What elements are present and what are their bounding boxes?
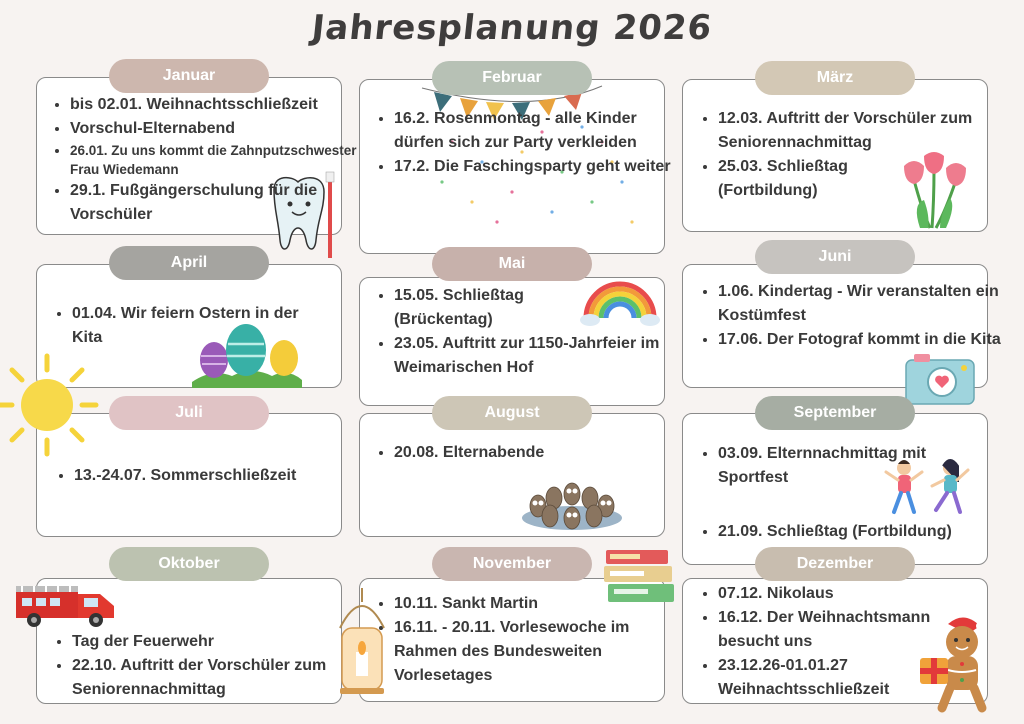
month-items-juni [688, 280, 1008, 352]
list-item: • Vorschul-Elternabend [70, 117, 370, 141]
month-label-november: November [432, 547, 592, 581]
list-item: • 23.12.26-01.01.27 Weihnachtsschließzeit [718, 654, 1008, 702]
month-items-oktober [42, 630, 368, 702]
owls-icon [520, 466, 624, 532]
list-item: • 25.03. Schließtag (Fortbildung) [718, 155, 1008, 203]
month-label-dezember: Dezember [755, 547, 915, 581]
month-items-september [688, 442, 1008, 544]
list-item: • 01.04. Wir feiern Ostern in der Kita [72, 302, 332, 350]
month-label-september: September [755, 396, 915, 430]
month-items-mai [364, 284, 690, 380]
list-item: • 17.2. Die Faschingsparty geht weiter [394, 155, 690, 179]
month-label-april: April [109, 246, 269, 280]
list-item: • 23.05. Auftritt zur 1150-Jahrfeier im Weimarischen Hof [394, 332, 690, 380]
list-item: • 13.-24.07. Sommerschließzeit [74, 464, 366, 488]
month-label-februar: Februar [432, 61, 592, 95]
list-item: • 16.11. - 20.11. Vorlesewoche im Rahmen des Bundesweiten Vorlesetages [394, 616, 690, 688]
list-item: • 15.05. Schließtag (Brückentag) [394, 284, 690, 332]
books-icon [602, 546, 678, 608]
month-items-maerz [688, 107, 1008, 203]
sun-icon [0, 350, 102, 460]
list-item: • 1.06. Kindertag - Wir veranstalten ein Kostümfest [718, 280, 1008, 328]
list-item: • bis 02.01. Weihnachtsschließzeit [70, 93, 370, 117]
list-item: • 22.10. Auftritt der Vorschüler zum Seniorennachmittag [72, 654, 368, 702]
month-label-maerz: März [755, 61, 915, 95]
list-item: • 20.08. Elternabende [394, 441, 690, 465]
list-item: • 21.09. Schließtag (Fortbildung) [718, 520, 1008, 544]
month-label-mai: Mai [432, 247, 592, 281]
list-item: • 16.2. Rosenmontag - alle Kinder dürfen sich zur Party verkleiden [394, 107, 690, 155]
list-item: • 17.06. Der Fotograf kommt in die Kita [718, 328, 1008, 352]
list-item: • 03.09. Elternnachmittag mit Sportfest [718, 442, 1008, 490]
month-items-april [42, 302, 332, 350]
list-item: • 07.12. Nikolaus [718, 582, 1008, 606]
month-items-august [364, 441, 690, 465]
month-label-juli: Juli [109, 396, 269, 430]
list-item: • 26.01. Zu uns kommt die Zahnputzschwester Frau Wiedemann [70, 141, 370, 179]
month-label-januar: Januar [109, 59, 269, 93]
month-label-august: August [432, 396, 592, 430]
lantern-icon [334, 588, 390, 700]
month-label-oktober: Oktober [109, 547, 269, 581]
month-items-januar [40, 93, 370, 227]
camera-icon [904, 348, 976, 406]
list-item: • Tag der Feuerwehr [72, 630, 368, 654]
list-item: • 12.03. Auftritt der Vorschüler zum Seniorennachmittag [718, 107, 1008, 155]
gingerbread-icon [918, 614, 1002, 714]
list-item: • 10.11. Sankt Martin [394, 592, 690, 616]
page-title: Jahresplanung 2026 [309, 8, 715, 48]
month-items-februar [364, 107, 690, 179]
month-items-juli [44, 464, 366, 488]
fire-truck-icon [14, 580, 118, 630]
month-label-juni: Juni [755, 240, 915, 274]
list-item: • 29.1. Fußgängerschulung für die Vorschüler [70, 179, 370, 227]
list-item: • 16.12. Der Weihnachtsmann besucht uns [718, 606, 1008, 654]
